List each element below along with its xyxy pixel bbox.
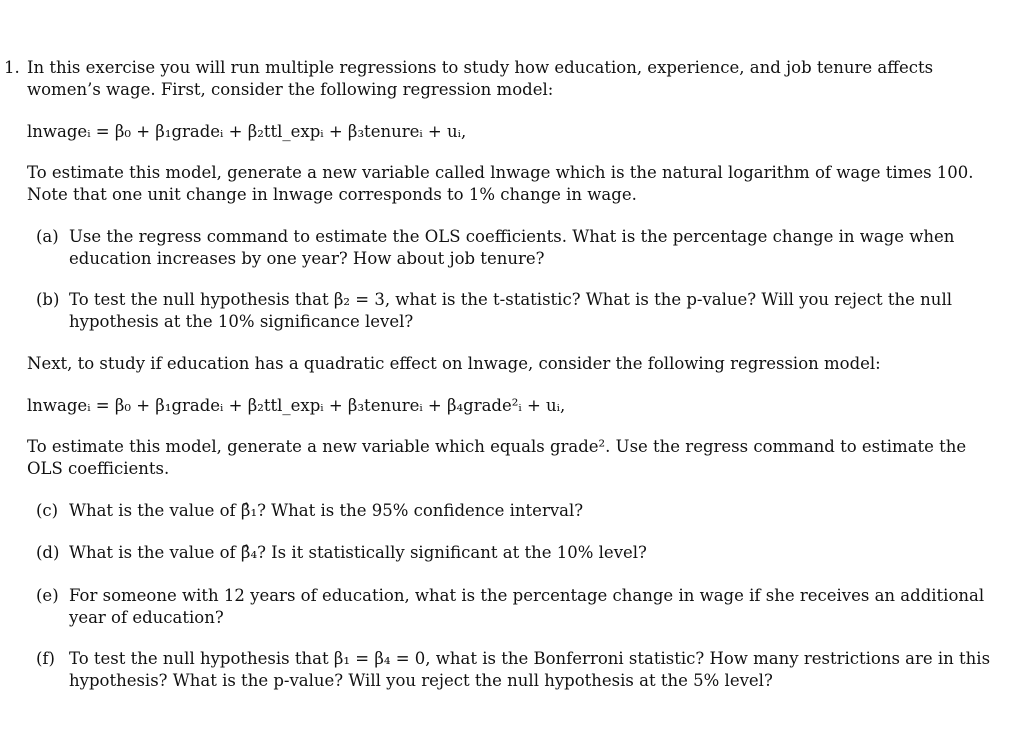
part-e-label: (e) — [36, 586, 59, 605]
part-a-text: Use the regress command to estimate the OLS coefficients. What is the percentage change in wage when education increases by one year? How about job tenure? — [69, 227, 955, 268]
next-text: Next, to study if education has a quadratic effect on lnwage, consider the following regression model: — [27, 354, 881, 373]
regression-model-1 — [27, 121, 1002, 143]
part-c — [69, 500, 999, 522]
part-b-label: (b) — [36, 290, 60, 309]
part-f-text: To test the null hypothesis that β₁ = β₄ = 0, what is the Bonferroni statistic? How many restrictions are in this hypothesis? What is the p-value? Will you reject the null hypothesis at the 5% level? — [69, 649, 991, 690]
model-1-equation: lnwageᵢ = β₀ + β₁gradeᵢ + β₂ttl_expᵢ + β₃tenureᵢ + uᵢ, — [27, 122, 467, 141]
estimation-instructions-1 — [27, 162, 1002, 206]
part-e-text: For someone with 12 years of education, what is the percentage change in wage if she receives an additional year of education? — [69, 586, 985, 627]
estimation-instructions-2 — [27, 436, 1002, 480]
part-c-label: (c) — [36, 501, 59, 520]
part-a-label: (a) — [36, 227, 59, 246]
estimate-1-text: To estimate this model, generate a new variable called lnwage which is the natural logarithm of wage times 100. Note that one unit change in lnwage corresponds to 1% change in wage. — [27, 163, 974, 204]
regression-model-2 — [27, 395, 1002, 417]
next-section-intro — [27, 353, 1002, 375]
part-d-text: What is the value of β̂₄? Is it statistically significant at the 10% level? — [69, 543, 647, 562]
estimate-2-text: To estimate this model, generate a new variable which equals grade². Use the regress command to estimate the OLS coefficients. — [27, 437, 967, 478]
part-c-text: What is the value of β̂₁? What is the 95% confidence interval? — [69, 501, 584, 520]
part-f-label: (f) — [36, 649, 55, 668]
question-number: 1. — [4, 58, 20, 77]
part-b — [69, 289, 999, 333]
question-intro — [27, 57, 1002, 101]
part-f — [69, 648, 999, 692]
part-a — [69, 226, 999, 270]
intro-text: In this exercise you will run multiple regressions to study how education, experience, and job tenure affects women’s wage. First, consider the following regression model: — [27, 58, 934, 99]
part-d — [69, 542, 999, 564]
part-d-label: (d) — [36, 543, 60, 562]
model-2-equation: lnwageᵢ = β₀ + β₁gradeᵢ + β₂ttl_expᵢ + β₃tenureᵢ + β₄grade²ᵢ + uᵢ, — [27, 396, 566, 415]
part-b-text: To test the null hypothesis that β₂ = 3, what is the t-statistic? What is the p-value? Will you reject the null hypothesis at the 10% significance level? — [69, 290, 952, 331]
part-e — [69, 585, 999, 629]
